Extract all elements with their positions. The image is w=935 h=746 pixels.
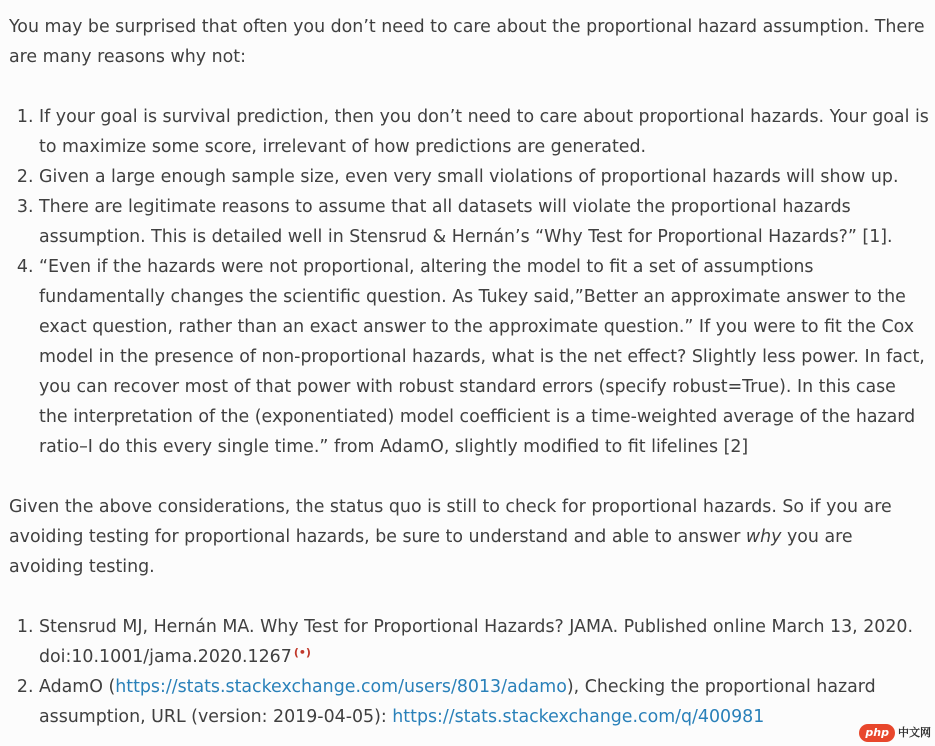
- reference-item: [39, 672, 929, 732]
- watermark-text: 中文网: [898, 726, 931, 739]
- reason-item: 3. There are legitimate reasons to assume that all datasets will violate the proportional hazards assumption. This is detailed well in Stensrud & Hernán’s “Why Test for Proportional Hazards?” [1].: [39, 192, 929, 252]
- conclusion-emphasis: why: [745, 527, 782, 547]
- reference-middle: ), Checking the proportional hazard assumption, URL (version: 2019-04-05):: [39, 677, 876, 727]
- references-list: [9, 612, 929, 732]
- reason-item: 4. “Even if the hazards were not proportional, altering the model to fit a set of assumptions fundamentally changes the scientific question. As Tukey said,”Better an approximate answer to the exact question, rather than an exact answer to the approximate question.” If you were to fit the Cox model in the presence of non-proportional hazards, what is the net effect? Slightly less power. In fact, you can recover most of that power with robust standard errors (specify robust=True). In this case the interpretation of the (exponentiated) model coefficient is a time-weighted average of the hazard ratio–I do this every single time.” from AdamO, slightly modified to fit lifelines [2]: [39, 252, 929, 462]
- adamo-profile-link[interactable]: https://stats.stackexchange.com/users/8013/adamo: [115, 677, 567, 697]
- conclusion-text-before: Given the above considerations, the status quo is still to check for proportional hazards. So if you are avoiding testing for proportional hazards, be sure to understand and able to answer: [9, 497, 892, 547]
- reference-prefix: AdamO (: [39, 677, 116, 697]
- conclusion-paragraph: [9, 492, 929, 582]
- reason-item: 2. Given a large enough sample size, even very small violations of proportional hazards will show up.: [39, 162, 929, 192]
- php-logo: php: [859, 724, 895, 742]
- reference-item: [39, 612, 929, 672]
- altmetric-badge-icon[interactable]: (•): [293, 646, 311, 659]
- conclusion-text-after: you are avoiding testing.: [9, 527, 853, 577]
- stackexchange-question-link[interactable]: https://stats.stackexchange.com/q/400981: [392, 707, 765, 727]
- reference-text: Stensrud MJ, Hernán MA. Why Test for Proportional Hazards? JAMA. Published online March 13, 2020. doi:10.1001/jama.2020.1267: [39, 617, 913, 667]
- site-watermark: [859, 724, 931, 742]
- intro-paragraph: You may be surprised that often you don’t need to care about the proportional hazard assumption. There are many reasons why not:: [9, 17, 925, 67]
- reasons-list: [9, 102, 929, 462]
- article-content: [9, 12, 929, 732]
- reason-item: 1. If your goal is survival prediction, then you don’t need to care about proportional hazards. Your goal is to maximize some score, irrelevant of how predictions are generated.: [39, 102, 929, 162]
